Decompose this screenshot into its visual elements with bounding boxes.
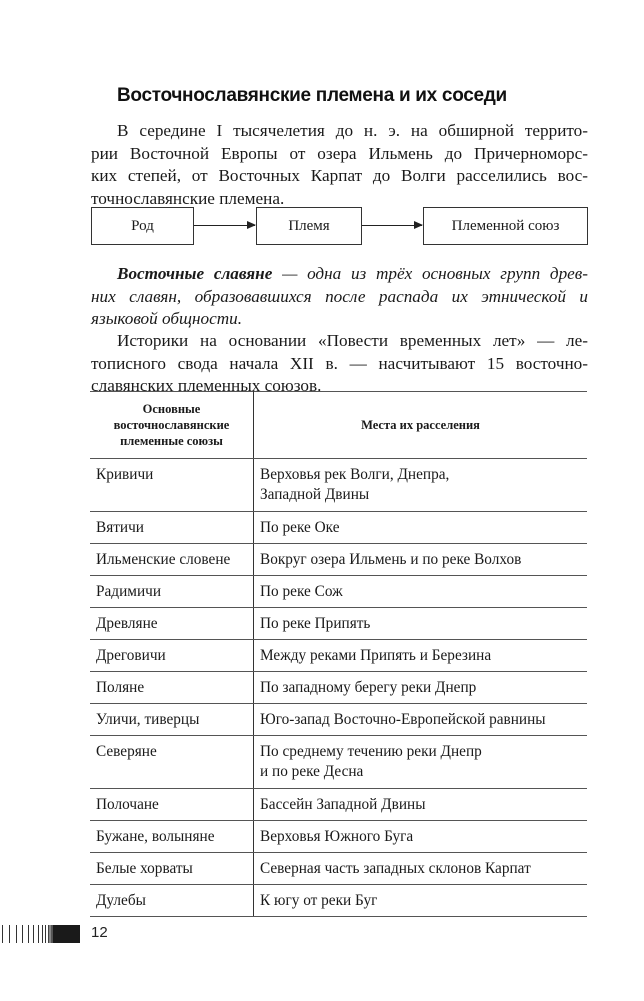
- cell-line: и по реке Десна: [260, 763, 364, 780]
- tribe-cell: Вятичи: [90, 512, 254, 544]
- page-number: 12: [91, 924, 108, 941]
- table-row: [90, 853, 587, 885]
- place-cell: Между реками Припять и Березина: [254, 640, 588, 672]
- text-line: ких степей, от Восточных Карпат до Волги расселились вос-: [91, 166, 588, 185]
- text-line: тописного свода начала XII в. — насчитывают 15 восточно-: [91, 353, 588, 373]
- definition-text: — одна из трёх основных групп древ-: [272, 264, 588, 283]
- text-line: языковой общности.: [91, 309, 243, 328]
- cell-line: По среднему течению реки Днепр: [260, 743, 482, 760]
- diagram-box-rod: Род: [91, 207, 194, 245]
- table-row: [90, 821, 587, 853]
- place-cell: По реке Сож: [254, 576, 588, 608]
- tribe-cell: Дреговичи: [90, 640, 254, 672]
- place-cell: По западному берегу реки Днепр: [254, 672, 588, 704]
- text-line: рии Восточной Европы от озера Ильмень до Причерноморс-: [91, 143, 588, 163]
- place-cell: Вокруг озера Ильмень и по реке Волхов: [254, 544, 588, 576]
- text-line: В середине I тысячелетия до н. э. на обширной террито-: [117, 121, 588, 140]
- text-line: них славян, образовавшихся после распада их этнической и: [91, 286, 588, 306]
- text-line: точнославянские племена.: [91, 188, 285, 208]
- page-marker-bar-icon: [0, 925, 80, 943]
- place-cell: Северная часть западных склонов Карпат: [254, 853, 588, 885]
- header-line: Основные: [142, 402, 201, 416]
- cell-line: Западной Двины: [260, 486, 370, 503]
- place-cell: Бассейн Западной Двины: [254, 789, 588, 821]
- table-row: [90, 544, 587, 576]
- table-row: [90, 512, 587, 544]
- arrow-right-icon: [194, 225, 255, 226]
- tribe-cell: Ильменские словене: [90, 544, 254, 576]
- table-row: [90, 885, 587, 917]
- place-cell: [254, 459, 588, 512]
- text-line: славянских племенных союзов.: [91, 376, 322, 395]
- tribe-cell: Поляне: [90, 672, 254, 704]
- table-row: [90, 608, 587, 640]
- place-cell: По реке Припять: [254, 608, 588, 640]
- page-title: Восточнославянские племена и их соседи: [117, 85, 507, 106]
- tribe-cell: Радимичи: [90, 576, 254, 608]
- table-row: [90, 576, 587, 608]
- tribe-cell: Полочане: [90, 789, 254, 821]
- header-line: восточнославянские: [113, 418, 230, 432]
- place-cell: Юго-запад Восточно-Европейской равнины: [254, 704, 588, 736]
- header-tribes: [90, 392, 254, 459]
- cell-line: Верховья рек Волги, Днепра,: [260, 466, 450, 483]
- diagram-box-union: Племенной союз: [423, 207, 588, 245]
- table-header-row: [90, 392, 587, 459]
- tribe-cell: Бужане, волыняне: [90, 821, 254, 853]
- tribe-cell: Северяне: [90, 736, 254, 789]
- arrow-right-icon: [362, 225, 422, 226]
- table-row: [90, 459, 587, 512]
- text-line: [91, 263, 588, 286]
- header-line: племенные союзы: [120, 434, 223, 448]
- definition-term: Восточные славяне: [117, 264, 273, 283]
- table-row: [90, 789, 587, 821]
- tribes-table: [90, 391, 587, 917]
- definition-paragraph: [91, 263, 588, 331]
- place-cell: По реке Оке: [254, 512, 588, 544]
- chronicle-paragraph: [91, 330, 588, 398]
- table-row: [90, 640, 587, 672]
- tribe-cell: Белые хорваты: [90, 853, 254, 885]
- tribe-cell: Дулебы: [90, 885, 254, 917]
- place-cell: К югу от реки Буг: [254, 885, 588, 917]
- intro-paragraph: [91, 120, 588, 210]
- tribe-cell: Древляне: [90, 608, 254, 640]
- place-cell: [254, 736, 588, 789]
- header-places: [254, 392, 588, 459]
- tribe-cell: Уличи, тиверцы: [90, 704, 254, 736]
- table-row: [90, 736, 587, 789]
- place-cell: Верховья Южного Буга: [254, 821, 588, 853]
- table-row: [90, 704, 587, 736]
- diagram-box-plemya: Племя: [256, 207, 362, 245]
- text-line: Историки на основании «Повести временных лет» — ле-: [117, 331, 588, 350]
- tribe-cell: Кривичи: [90, 459, 254, 512]
- header-line: Места их расселения: [361, 418, 480, 432]
- table-row: [90, 672, 587, 704]
